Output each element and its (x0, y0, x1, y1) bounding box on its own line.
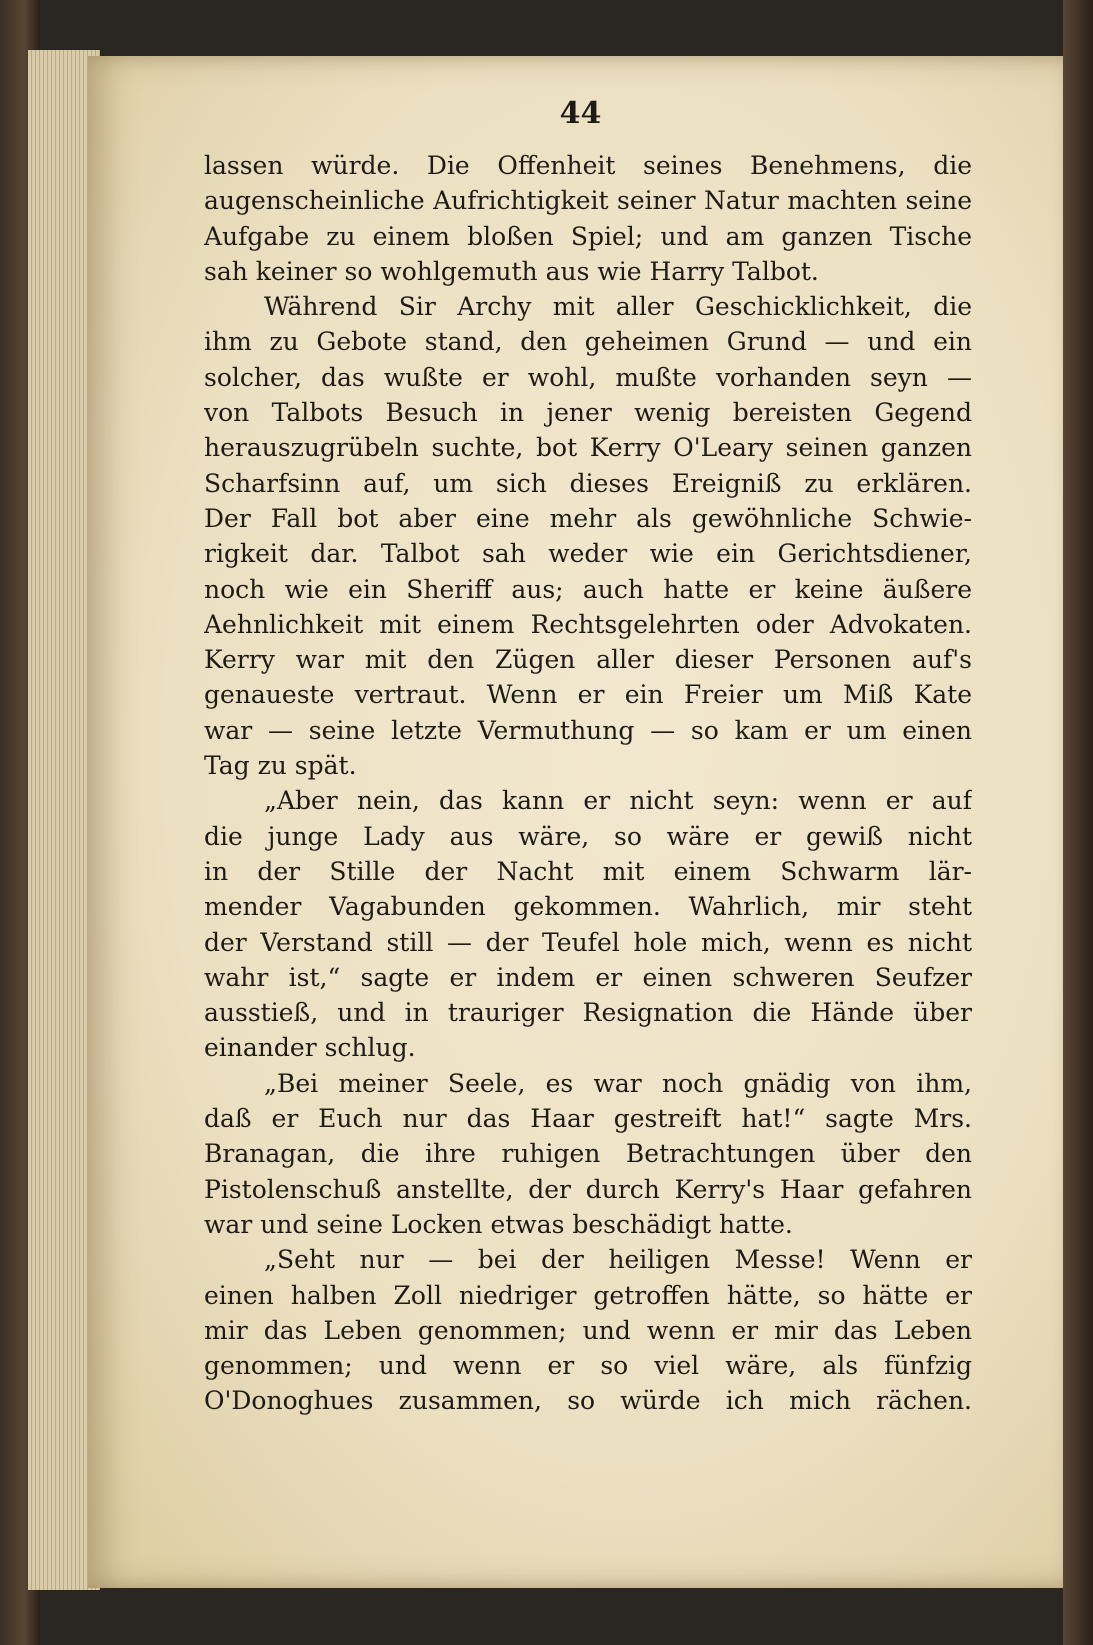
text-line: in der Stille der Nacht mit einem Schwarm lär- (204, 856, 972, 886)
text-line: Scharfsinn auf, um sich dieses Ereigniß zu erklären. (204, 468, 972, 498)
book-page (88, 56, 1073, 1588)
text-line: ausstieß, und in trauriger Resignation die Hände über (204, 998, 972, 1028)
text-line: Aehnlichkeit mit einem Rechtsgelehrten oder Advokaten. (204, 609, 972, 639)
text-line: „Bei meiner Seele, es war noch gnädig von ihm, (264, 1068, 972, 1098)
text-line: solcher, das wußte er wohl, mußte vorhanden seyn — (204, 362, 972, 392)
text-line: daß er Euch nur das Haar gestreift hat!“ sagte Mrs. (204, 1104, 972, 1134)
text-line: Während Sir Archy mit aller Geschicklichkeit, die (264, 292, 972, 322)
text-line: Aufgabe zu einem bloßen Spiel; und am ganzen Tische (204, 221, 972, 251)
text-line: sah keiner so wohlgemuth aus wie Harry Talbot. (204, 256, 819, 286)
text-line: genaueste vertraut. Wenn er ein Freier um Miß Kate (204, 680, 972, 710)
text-line: der Verstand still — der Teufel hole mich, wenn es nicht (204, 927, 972, 957)
text-line: einander schlug. (204, 1033, 416, 1063)
text-line: die junge Lady aus wäre, so wäre er gewiß nicht (204, 821, 972, 851)
text-line: rigkeit dar. Talbot sah weder wie ein Gerichtsdiener, (204, 539, 972, 569)
text-line: Kerry war mit den Zügen aller dieser Personen auf's (204, 645, 972, 675)
text-line: herauszugrübeln suchte, bot Kerry O'Leary seinen ganzen (204, 433, 972, 463)
text-line: Branagan, die ihre ruhigen Betrachtungen über den (204, 1139, 972, 1169)
text-line: einen halben Zoll niedriger getroffen hätte, so hätte er (204, 1280, 972, 1310)
text-line: von Talbots Besuch in jener wenig bereisten Gegend (204, 398, 972, 428)
text-line: Tag zu spät. (204, 751, 357, 781)
text-line: war und seine Locken etwas beschädigt hatte. (204, 1209, 793, 1239)
text-line: O'Donoghues zusammen, so würde ich mich rächen. (204, 1386, 972, 1416)
text-line: genommen; und wenn er so viel wäre, als fünfzig (204, 1351, 972, 1381)
text-line: Pistolenschuß anstellte, der durch Kerry's Haar gefahren (204, 1174, 972, 1204)
text-line: „Seht nur — bei der heiligen Messe! Wenn er (264, 1245, 972, 1275)
book-binding-right (1063, 0, 1093, 1645)
text-line: Der Fall bot aber eine mehr als gewöhnliche Schwie- (204, 503, 972, 533)
text-line: augenscheinliche Aufrichtigkeit seiner Natur machten seine (204, 186, 972, 216)
text-line: „Aber nein, das kann er nicht seyn: wenn er auf (264, 786, 972, 816)
text-line: mir das Leben genommen; und wenn er mir das Leben (204, 1315, 972, 1345)
text-line: lassen würde. Die Offenheit seines Benehmens, die (204, 151, 972, 180)
body-text (204, 148, 972, 1419)
text-line: noch wie ein Sheriff aus; auch hatte er keine äußere (204, 574, 972, 604)
text-line: ihm zu Gebote stand, den geheimen Grund — und ein (204, 327, 972, 357)
text-line: mender Vagabunden gekommen. Wahrlich, mir steht (204, 892, 972, 922)
text-line: wahr ist,“ sagte er indem er einen schweren Seufzer (204, 962, 972, 992)
text-line: war — seine letzte Vermuthung — so kam er um einen (204, 715, 972, 745)
page-number: 44 (559, 96, 602, 131)
